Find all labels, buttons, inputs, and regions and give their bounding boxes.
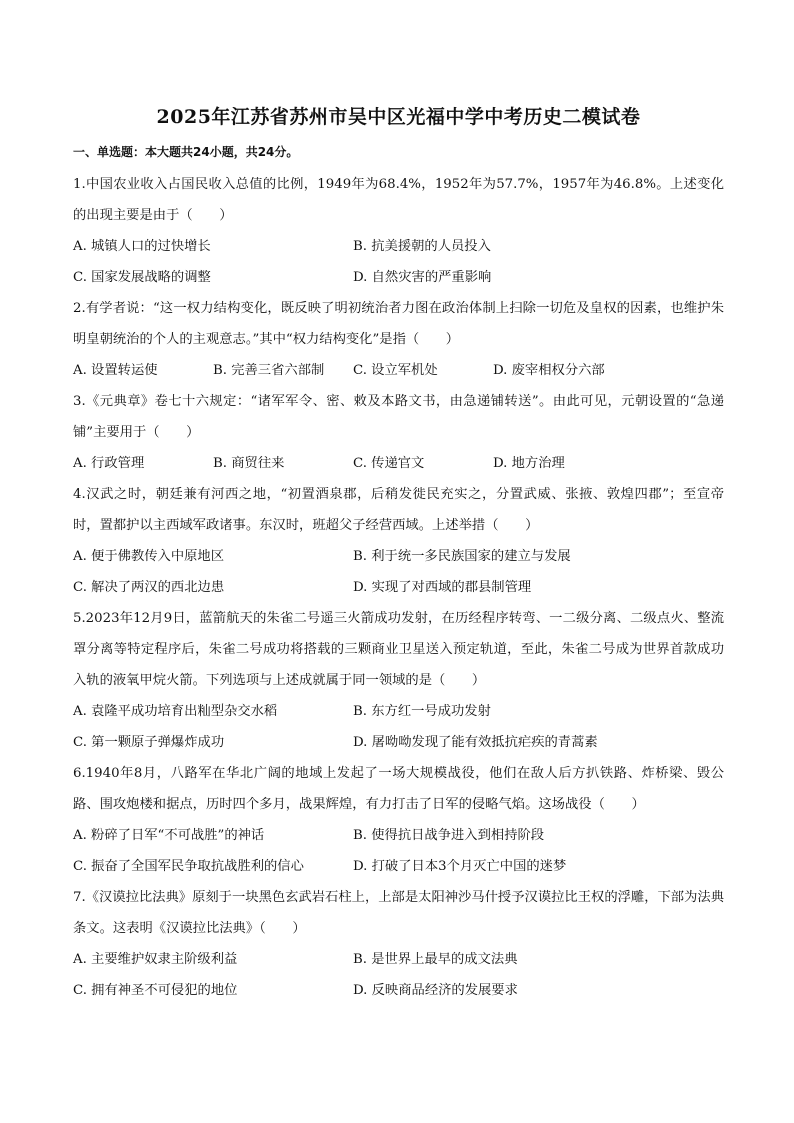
question-4 (73, 479, 724, 603)
option-a: A. 城镇人口的过快增长 (73, 239, 211, 254)
option-d: D. 实现了对西域的郡县制管理 (353, 580, 532, 595)
option-b: B. 抗美援朝的人员投入 (353, 239, 491, 254)
exam-title: 2025年江苏省苏州市吴中区光福中学中考历史二模试卷 (156, 106, 641, 128)
question-stem: 1.中国农业收入占国民收入总值的比例，1949年为68.4%，1952年为57.7%，1957年为46.8%。上述变化的出现主要是由于（ ） (73, 177, 724, 223)
option-a: A. 主要维护奴隶主阶级利益 (73, 952, 238, 967)
question-stem: 7.《汉谟拉比法典》原刻于一块黑色玄武岩石柱上，上部是太阳神沙马什授予汉谟拉比王权的浮雕，下部为法典条文。这表明《汉谟拉比法典》（ ） (73, 890, 724, 936)
question-stem: 6.1940年8月，八路军在华北广阔的地域上发起了一场大规模战役，他们在敌人后方扒铁路、炸桥梁、毁公路、围攻炮楼和据点，历时四个多月，战果辉煌，有力打击了日军的侵略气焰。这场战役（ ） (73, 766, 724, 812)
option-group (73, 448, 724, 479)
option-a: A. 粉碎了日军“不可战胜”的神话 (73, 828, 265, 843)
option-group (73, 944, 724, 1006)
option-d: D. 自然灾害的严重影响 (353, 270, 492, 285)
option-group (73, 355, 724, 386)
option-d: D. 废宰相权分六部 (493, 363, 605, 378)
option-group (73, 231, 724, 293)
option-a: A. 设置转运使 (73, 363, 158, 378)
option-group (73, 541, 724, 603)
question-stem: 5.2023年12月9日，蓝箭航天的朱雀二号遥三火箭成功发射，在历经程序转弯、一二级分离、二级点火、整流罩分离等特定程序后，朱雀二号成功将搭载的三颗商业卫星送入预定轨道，至此，朱雀二号成为世界首款成功入轨的液氧甲烷火箭。下列选项与上述成就属于同一领域的是（ ） (73, 611, 724, 688)
option-group (73, 820, 724, 882)
option-b: B. 利于统一多民族国家的建立与发展 (353, 549, 571, 564)
option-a: A. 便于佛教传入中原地区 (73, 549, 225, 564)
question-1 (73, 169, 724, 293)
option-group (73, 696, 724, 758)
option-c: C. 解决了两汉的西北边患 (73, 580, 225, 595)
option-d: D. 打破了日本3个月灭亡中国的迷梦 (353, 859, 567, 874)
option-a: A. 行政管理 (73, 456, 145, 471)
question-stem: 4.汉武之时，朝廷兼有河西之地，“初置酒泉郡，后稍发徙民充实之，分置武威、张掖、敦煌四郡”；至宣帝时，置都护以主西域军政诸事。东汉时，班超父子经营西域。上述举措（ ） (73, 487, 724, 533)
question-list (73, 169, 724, 1006)
question-stem: 2.有学者说：“这一权力结构变化，既反映了明初统治者力图在政治体制上扫除一切危及皇权的因素，也维护朱明皇朝统治的个人的主观意志。”其中“权力结构变化”是指（ ） (73, 301, 724, 347)
question-stem: 3.《元典章》卷七十六规定：“诸军军令、密、敕及本路文书，由急递铺转送”。由此可见，元朝设置的“急递铺”主要用于（ ） (73, 394, 724, 440)
option-c: C. 国家发展战略的调整 (73, 270, 211, 285)
option-d: D. 地方治理 (493, 456, 565, 471)
option-a: A. 袁隆平成功培育出籼型杂交水稻 (73, 704, 278, 719)
option-b: B. 是世界上最早的成文法典 (353, 952, 518, 967)
section-heading: 一、单选题：本大题共24小题，共24分。 (73, 145, 299, 159)
option-b: B. 完善三省六部制 (213, 363, 325, 378)
option-c: C. 第一颗原子弹爆炸成功 (73, 735, 225, 750)
option-b: B. 使得抗日战争进入到相持阶段 (353, 828, 545, 843)
option-c: C. 传递官文 (353, 456, 425, 471)
question-7 (73, 882, 724, 1006)
option-d: D. 屠呦呦发现了能有效抵抗疟疾的青蒿素 (353, 735, 598, 750)
question-6 (73, 758, 724, 882)
option-c: C. 设立军机处 (353, 363, 438, 378)
question-5 (73, 603, 724, 758)
option-c: C. 振奋了全国军民争取抗战胜利的信心 (73, 859, 304, 874)
option-b: B. 商贸往来 (213, 456, 285, 471)
option-c: C. 拥有神圣不可侵犯的地位 (73, 983, 238, 998)
question-3 (73, 386, 724, 479)
question-2 (73, 293, 724, 386)
option-d: D. 反映商品经济的发展要求 (353, 983, 518, 998)
option-b: B. 东方红一号成功发射 (353, 704, 491, 719)
